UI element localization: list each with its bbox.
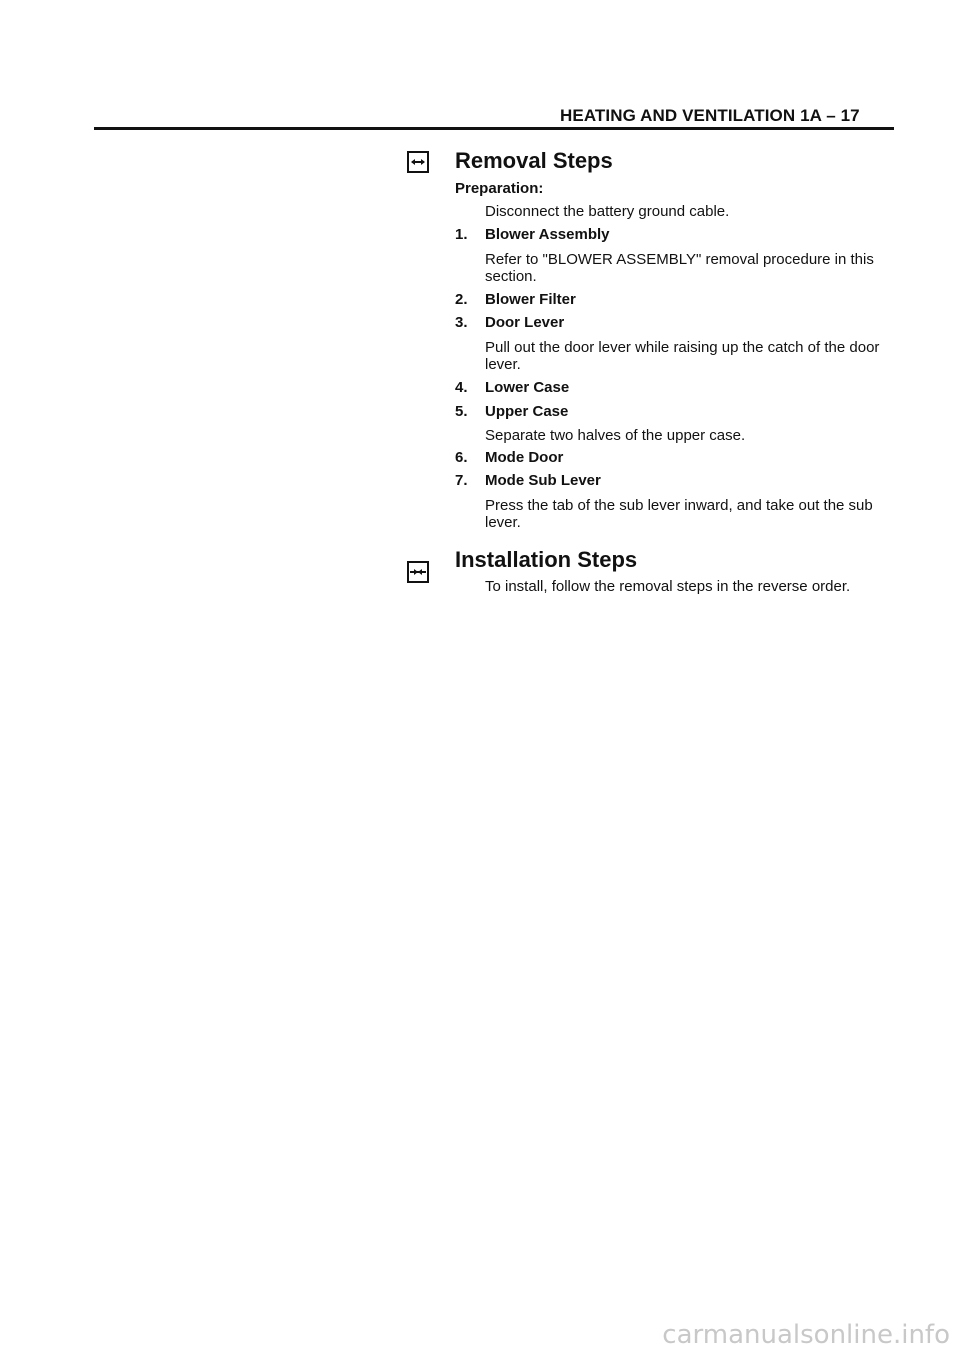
header-rule bbox=[94, 127, 894, 130]
step-number: 6. bbox=[455, 449, 468, 466]
step-4 bbox=[455, 379, 569, 396]
step-2 bbox=[455, 291, 576, 308]
removal-title: Removal Steps bbox=[455, 148, 613, 173]
step-label: Door Lever bbox=[485, 314, 565, 331]
preparation-text: Disconnect the battery ground cable. bbox=[485, 203, 730, 220]
step-number: 1. bbox=[455, 226, 468, 243]
watermark: carmanualsonline.info bbox=[662, 1320, 950, 1350]
step-label: Upper Case bbox=[485, 403, 569, 420]
step-number: 4. bbox=[455, 379, 468, 396]
running-head: HEATING AND VENTILATION 1A – 17 bbox=[560, 106, 860, 125]
installation-title: Installation Steps bbox=[455, 547, 638, 572]
removal-arrows-icon bbox=[407, 151, 429, 173]
step-number: 2. bbox=[455, 291, 468, 308]
step-number: 7. bbox=[455, 472, 468, 489]
step-6 bbox=[455, 449, 563, 466]
step-5 bbox=[455, 403, 568, 420]
installation-text: To install, follow the removal steps in the reverse order. bbox=[485, 578, 851, 595]
step-label: Lower Case bbox=[485, 379, 570, 396]
step-3-note: Pull out the door lever while raising up the catch of the door lever. bbox=[485, 339, 880, 373]
step-label: Mode Door bbox=[485, 449, 564, 466]
installation-arrows-icon bbox=[407, 561, 429, 583]
step-7-note: Press the tab of the sub lever inward, and take out the sub lever. bbox=[485, 497, 873, 531]
step-1 bbox=[455, 226, 610, 243]
step-label: Mode Sub Lever bbox=[485, 472, 601, 489]
step-number: 5. bbox=[455, 403, 468, 420]
step-7 bbox=[455, 472, 601, 489]
step-3 bbox=[455, 314, 564, 331]
step-number: 3. bbox=[455, 314, 468, 331]
step-label: Blower Assembly bbox=[485, 226, 610, 243]
step-5-note: Separate two halves of the upper case. bbox=[485, 427, 746, 444]
step-label: Blower Filter bbox=[485, 291, 576, 308]
preparation-label: Preparation: bbox=[455, 180, 544, 197]
step-1-note: Refer to "BLOWER ASSEMBLY" removal procedure in this section. bbox=[485, 251, 874, 285]
